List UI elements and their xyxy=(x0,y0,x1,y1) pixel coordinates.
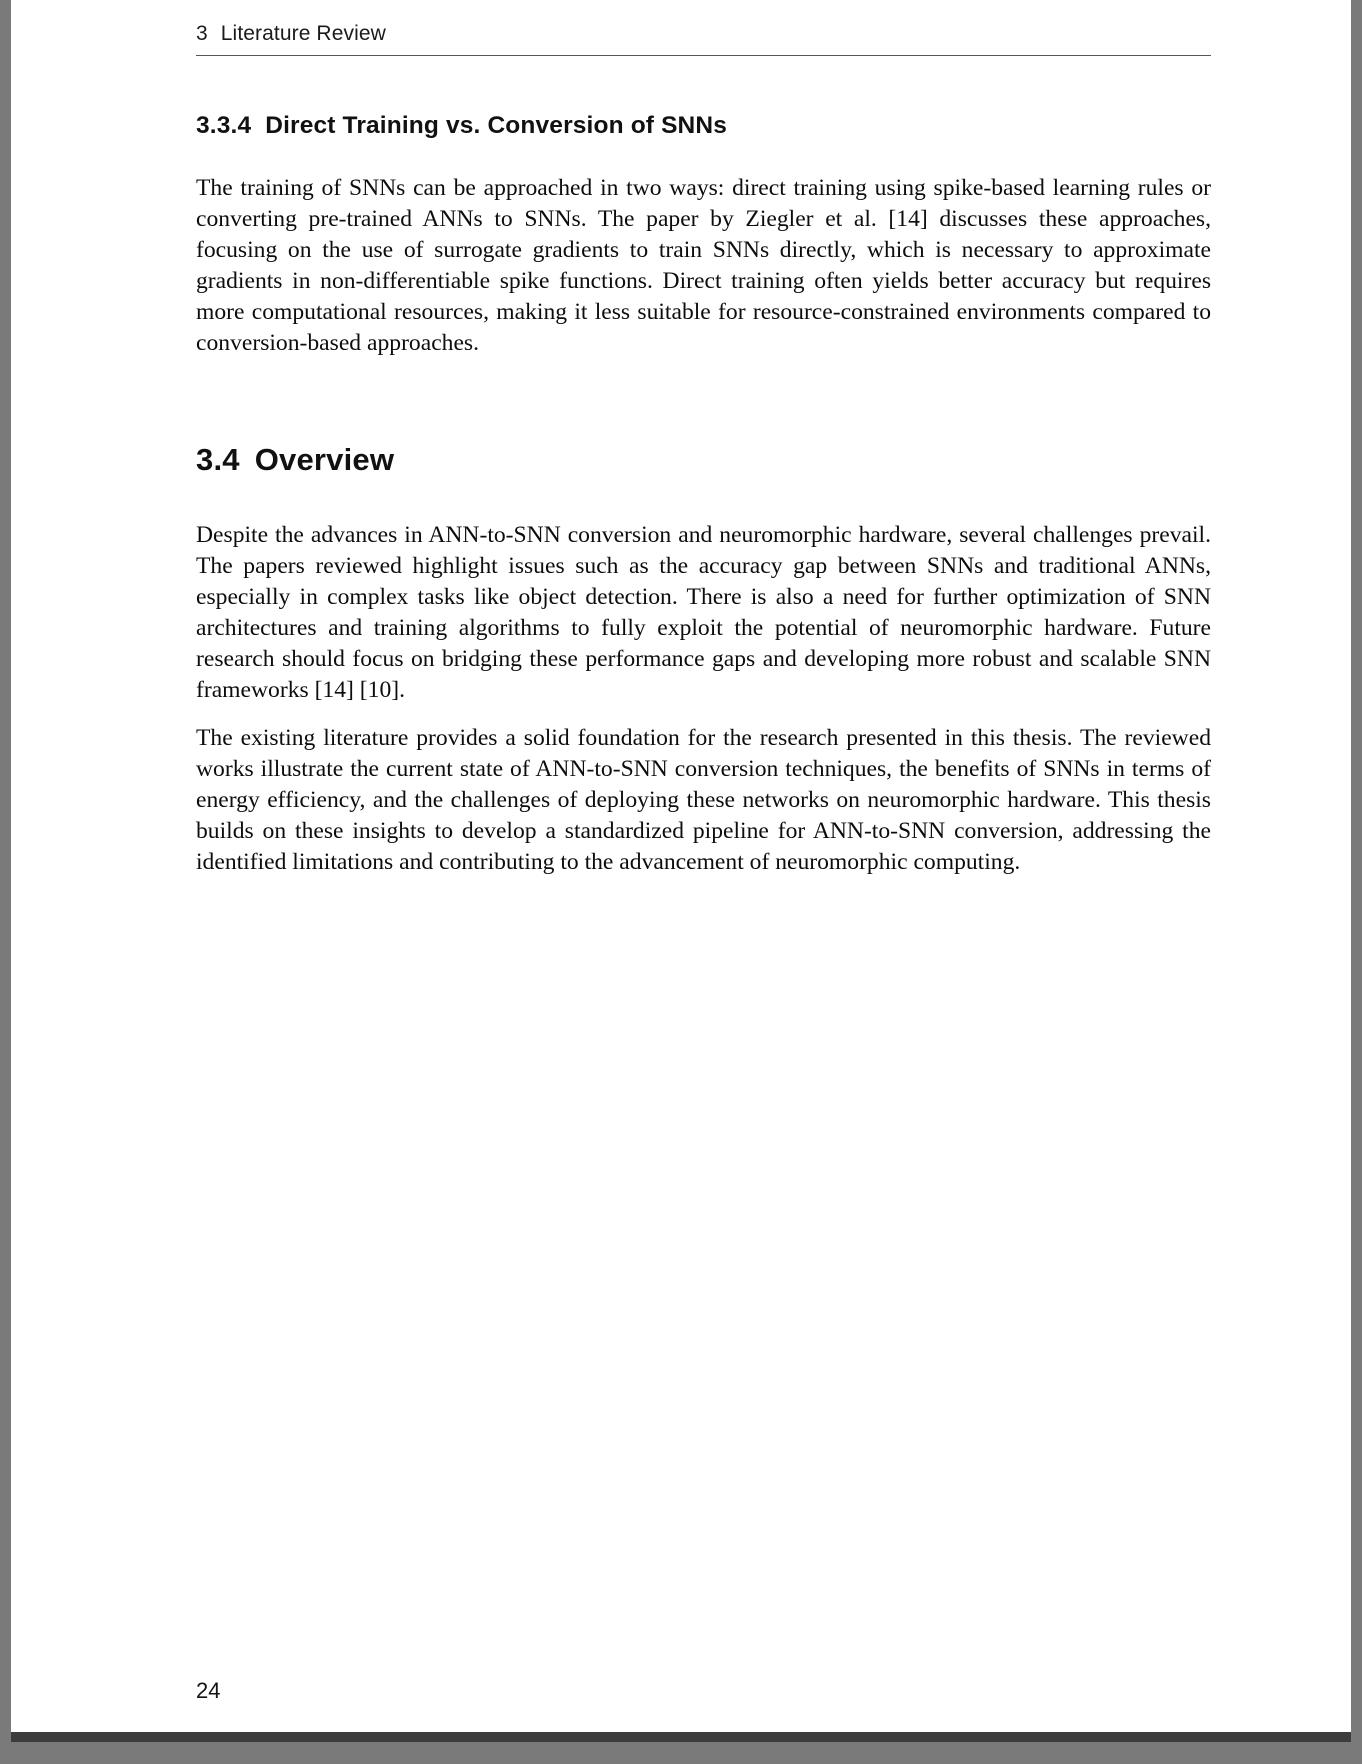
paragraph-3-3-4-1: The training of SNNs can be approached in two ways: direct training using spike-based learning rules or converting pre-trained ANNs to SNNs. The paper by Ziegler et al. [14] discusses these approaches, focusing on the use of surrogate gradients to train SNNs directly, which is necessary to approximate gradients in non-differentiable spike functions. Direct training often yields better accuracy but requires more computational resources, making it less suitable for resource-constrained environments compared to conversion-based approaches. xyxy=(196,175,1211,356)
heading-3-4 xyxy=(196,442,1211,478)
heading-3-3-4-title: Direct Training vs. Conversion of SNNs xyxy=(265,112,728,139)
running-head-chapter-title: Literature Review xyxy=(220,22,386,45)
heading-3-3-4 xyxy=(196,112,1211,140)
running-head xyxy=(196,0,1211,56)
paragraph-3-4-1: Despite the advances in ANN-to-SNN conversion and neuromorphic hardware, several challenges prevail. The papers reviewed highlight issues such as the accuracy gap between SNNs and traditional ANNs, especially in complex tasks like object detection. There is also a need for further optimization of SNN architectures and training algorithms to fully exploit the potential of neuromorphic hardware. Future research should focus on bridging these performance gaps and developing more robust and scalable SNN frameworks [14] [10]. xyxy=(196,522,1211,703)
document-page xyxy=(11,0,1351,1742)
paragraph-3-4-2: The existing literature provides a solid foundation for the research presented in this thesis. The reviewed works illustrate the current state of ANN-to-SNN conversion techniques, the benefits of SNNs in terms of energy efficiency, and the challenges of deploying these networks on neuromorphic hardware. This thesis builds on these insights to develop a standardized pipeline for ANN-to-SNN conversion, addressing the identified limitations and contributing to the advancement of neuromorphic computing. xyxy=(196,724,1211,875)
page-number: 24 xyxy=(196,1678,221,1703)
running-head-chapter-number: 3 xyxy=(196,22,208,45)
heading-3-4-number: 3.4 xyxy=(196,442,240,478)
page-content-area xyxy=(196,0,1211,1742)
heading-3-3-4-number: 3.3.4 xyxy=(196,112,252,139)
heading-3-4-title: Overview xyxy=(254,442,395,478)
page-edge-shadow xyxy=(11,1732,1351,1742)
